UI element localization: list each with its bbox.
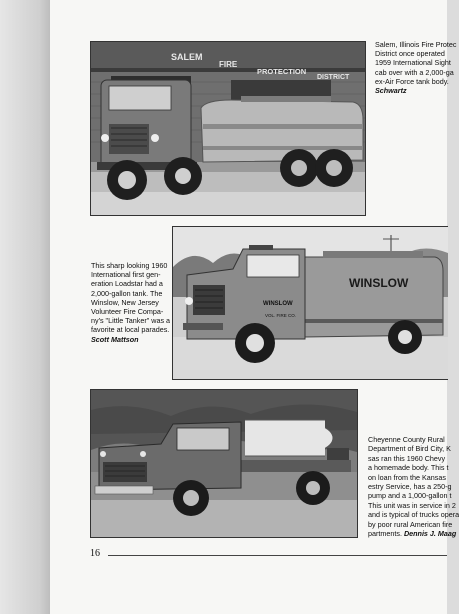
footer-rule <box>108 555 447 556</box>
sign-protection: PROTECTION <box>257 67 307 76</box>
door-lettering-company: VOL. FIRE CO. <box>265 313 297 318</box>
tank-lettering: WINSLOW <box>349 276 409 290</box>
caption-line: on loan from the Kansas <box>368 472 446 482</box>
caption-line: Volunteer Fire Compa- <box>91 307 164 317</box>
page-number: 16 <box>90 548 100 559</box>
caption-line: Department of Bird City, K <box>368 444 451 454</box>
caption-winslow <box>91 261 171 344</box>
cheyenne-tanker-image <box>91 390 357 537</box>
sign-salem: SALEM <box>171 52 203 62</box>
caption-salem <box>375 40 457 96</box>
caption-line: District once operated <box>375 49 445 59</box>
caption-line: eration Loadstar had a <box>91 279 163 289</box>
caption-cheyenne <box>368 435 459 539</box>
caption-line: International first gen- <box>91 270 161 280</box>
caption-line: 2,000-gallon tank. The <box>91 288 163 298</box>
caption-line: and is typical of trucks opera <box>368 510 459 520</box>
caption-line: by poor rural American fire <box>368 519 453 529</box>
winslow-tanker-image <box>173 227 448 379</box>
photo-salem-tanker <box>90 41 366 216</box>
book-page <box>50 0 459 614</box>
caption-line: This sharp looking 1960 <box>91 261 168 270</box>
sign-district: DISTRICT <box>317 74 350 81</box>
caption-line: a homemade body. This t <box>368 463 449 473</box>
caption-line-end: partments. <box>368 529 402 539</box>
caption-line: This unit was in service in 2 <box>368 500 456 510</box>
caption-line: ex-Air Force tank body. <box>375 76 449 86</box>
caption-line: pump and a 1,000-gallon t <box>368 491 452 501</box>
sign-fire: FIRE <box>219 60 238 69</box>
photo-credit: Scott Mattson <box>91 334 139 344</box>
page-gutter-shadow <box>0 0 50 614</box>
caption-line: estry Service, has a 250-g <box>368 482 452 492</box>
photo-credit: Dennis J. Maag <box>403 529 457 539</box>
photo-credit: Schwartz <box>375 86 407 96</box>
caption-line: Salem, Illinois Fire Protec <box>375 40 457 49</box>
door-lettering-name: WINSLOW <box>263 301 293 307</box>
photo-cheyenne-tanker <box>90 389 358 538</box>
salem-tanker-image <box>91 42 365 215</box>
caption-line: ny's "Little Tanker" was a <box>91 316 171 326</box>
caption-line: sas ran this 1960 Chevy <box>368 453 446 463</box>
caption-line: Winslow, New Jersey <box>91 297 159 307</box>
caption-line: cab over with a 2,000-ga <box>375 67 454 77</box>
caption-line: favorite at local parades. <box>91 325 170 335</box>
photo-winslow-tanker <box>172 226 448 380</box>
caption-line <box>368 529 457 539</box>
caption-line: Cheyenne County Rural <box>368 435 445 444</box>
caption-line: 1959 International Sight <box>375 58 451 68</box>
